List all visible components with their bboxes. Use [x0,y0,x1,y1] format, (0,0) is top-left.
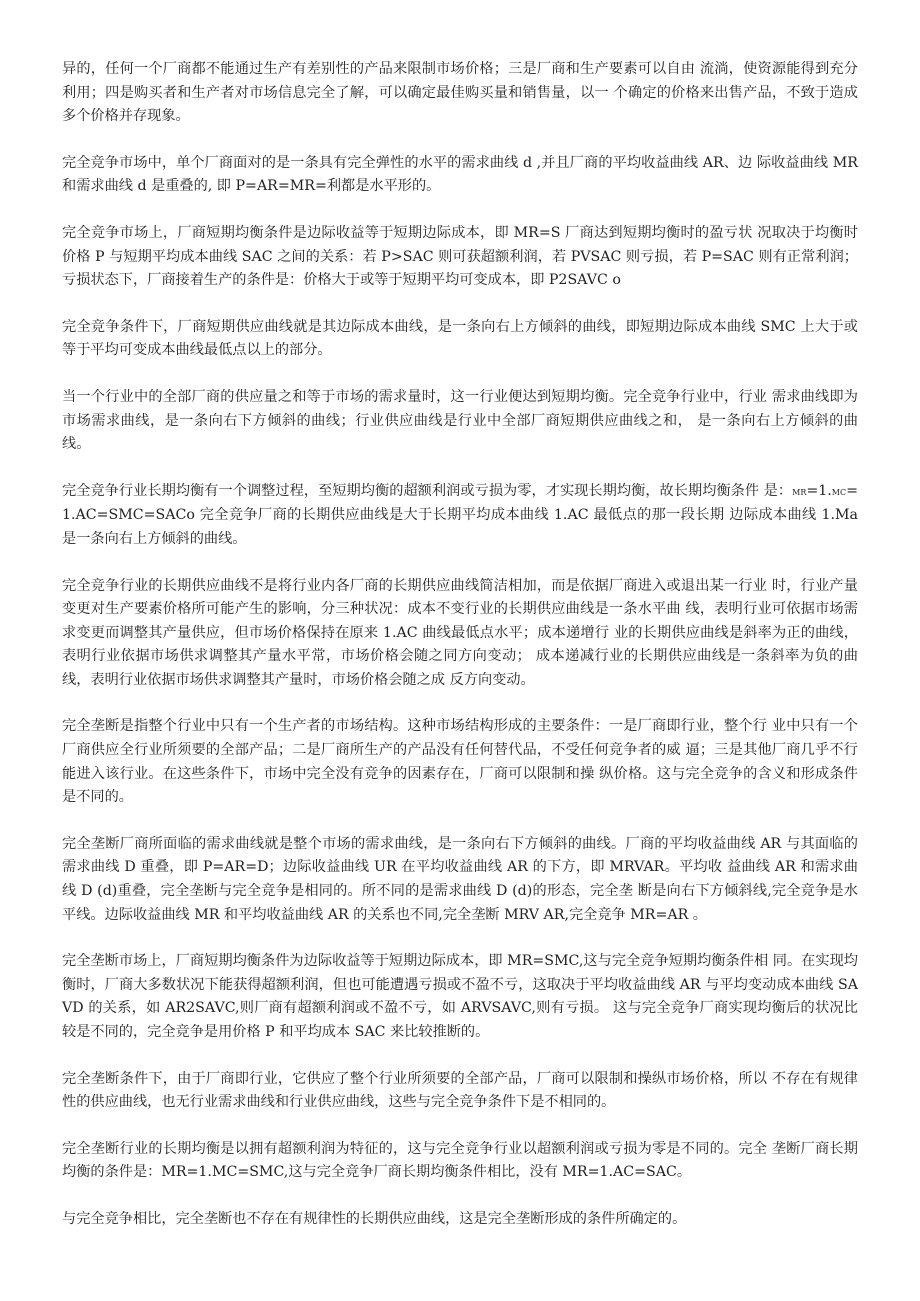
paragraph-10: 完全垄断市场上，厂商短期均衡条件为边际收益等于短期边际成本，即 MR=SMC,这与完全竞争短期均衡条件相 同。在实现均衡时，厂商大多数状况下能获得超额利润，但也可能遭遇亏损或不盈不亏，这取决于平均收益曲线 AR 与平均变动成本曲线 SAVD 的关系，如 AR2SAVC,则厂商有超额利润或不盈不亏，如 ARVSAVC,则有亏损。 这与完全竞争厂商实现均衡后的状况比较是不同的，完全竞争是用价格 P 和平均成本 SAC 来比较推断的。 [62,953,858,1040]
subscript-mr: MR [792,487,807,497]
paragraph-12: 完全垄断行业的长期均衡是以拥有超额利润为特征的，这与完全竞争行业以超额利润或亏损为零是不同的。完全 垄断厂商长期均衡的条件是：MR=1.MC=SMC,这与完全竞争厂商长期均衡条件相比，没有 MR=1.AC=SAC。 [62,1140,858,1181]
paragraph-4: 完全竞争条件下，厂商短期供应曲线就是其边际成本曲线，是一条向右上方倾斜的曲线，即短期边际成本曲线 SMC 上大于或等于平均可变成本曲线最低点以上的部分。 [62,318,858,359]
paragraph-1: 异的，任何一个厂商都不能通过生产有差别性的产品来限制市场价格；三是厂商和生产要素可以自由 流淌，使资源能得到充分利用；四是购买者和生产者对市场信息完全了解，可以确定最佳购买量和销售量，以一 个确定的价格来出售产品，不致于造成多个价格并存现象。 [62,61,858,125]
paragraph-3: 完全竞争市场上，厂商短期均衡条件是边际收益等于短期边际成本，即 MR=S 厂商达到短期均衡时的盈亏状 况取决于均衡时价格 P 与短期平均成本曲线 SAC 之间的关系：若 P>SAC 则可获超额利润，若 PVSAC 则亏损，若 P=SAC 则有正常利润；亏损状态下，厂商接着生产的条件是：价格大于或等于短期平均可变成本，即 P2SAVC o [62,224,858,289]
paragraph-9: 完全垄断厂商所面临的需求曲线就是整个市场的需求曲线，是一条向右下方倾斜的曲线。厂商的平均收益曲线 AR 与其面临的需求曲线 D 重叠，即 P=AR=D；边际收益曲线 UR 在平均收益曲线 AR 的下方，即 MRVAR。平均收 益曲线 AR 和需求曲线 D (d)重叠，完全垄断与完全竞争是相同的。所不同的是需求曲线 D (d)的形态，完全垄 断是向右下方倾斜线,完全竞争是水平线。边际收益曲线 MR 和平均收益曲线 AR 的关系也不同,完全垄断 MRV AR,完全竞争 MR=AR 。 [62,835,858,923]
paragraph-6 [62,480,858,552]
paragraph-7: 完全竞争行业的长期供应曲线不是将行业内各厂商的长期供应曲线简洁相加，而是依据厂商进入或退出某一行业 时，行业产量变更对生产要素价格所可能产生的影响，分三种状况：成本不变行业的长期供应曲线是一条水平曲 线，表明行业可依据市场需求变更而调整其产量供应，但市场价格保持在原来 1.AC 曲线最低点水平；成本递增行 业的长期供应曲线是斜率为正的曲线，表明行业依据市场供求调整其产量水平常，市场价格会随之同方向变动； 成本递减行业的长期供应曲线是一条斜率为负的曲线，表明行业依据市场供求调整其产量时，市场价格会随之成 反方向变动。 [62,577,858,688]
paragraph-5: 当一个行业中的全部厂商的供应量之和等于市场的需求量时，这一行业便达到短期均衡。完全竞争行业中，行业 需求曲线即为市场需求曲线，是一条向右下方倾斜的曲线；行业供应曲线是行业中全部厂商短期供应曲线之和， 是一条向右上方倾斜的曲线。 [62,388,858,453]
paragraph-2: 完全竞争市场中，单个厂商面对的是一条具有完全弹性的水平的需求曲线 d ,并且厂商的平均收益曲线 AR、边 际收益曲线 MR 和需求曲线 d 是重叠的, 即 P=AR=MR=利都是水平形的。 [62,154,858,195]
paragraph-8: 完全垄断是指整个行业中只有一个生产者的市场结构。这种市场结构形成的主要条件：一是厂商即行业，整个行 业中只有一个厂商供应全行业所须要的全部产品；二是厂商所生产的产品没有任何替代品，不受任何竞争者的威 逼；三是其他厂商几乎不行能进入该行业。在这些条件下，市场中完全没有竞争的因素存在，厂商可以限制和操 纵价格。这与完全竞争的含义和形成条件是不同的。 [62,718,858,806]
paragraph-6-part-c: =1.AC=SMC=SACo 完全竞争厂商的长期供应曲线是大于长期平均成本曲线 1.AC 最低点的那一段长期 边际成本曲线 1.Ma 是一条向右上方倾斜的曲线。 [62,482,858,547]
subscript-mc: MC [831,487,847,497]
document-page [62,58,858,1255]
paragraph-11: 完全垄断条件下，由于厂商即行业，它供应了整个行业所须要的全部产品，厂商可以限制和操纵市场价格，所以 不存在有规律性的供应曲线，也无行业需求曲线和行业供应曲线，这些与完全竞争条件下是不相同的。 [62,1070,858,1111]
paragraph-13: 与完全竞争相比，完全垄断也不存在有规律性的长期供应曲线，这是完全垄断形成的条件所确定的。 [62,1210,687,1227]
paragraph-6-part-b: =1. [806,482,832,499]
paragraph-6-part-a: 完全竞争行业长期均衡有一个调整过程，至短期均衡的超额利润或亏损为零，才实现长期均衡，故长期均衡条件 是： [62,482,793,499]
